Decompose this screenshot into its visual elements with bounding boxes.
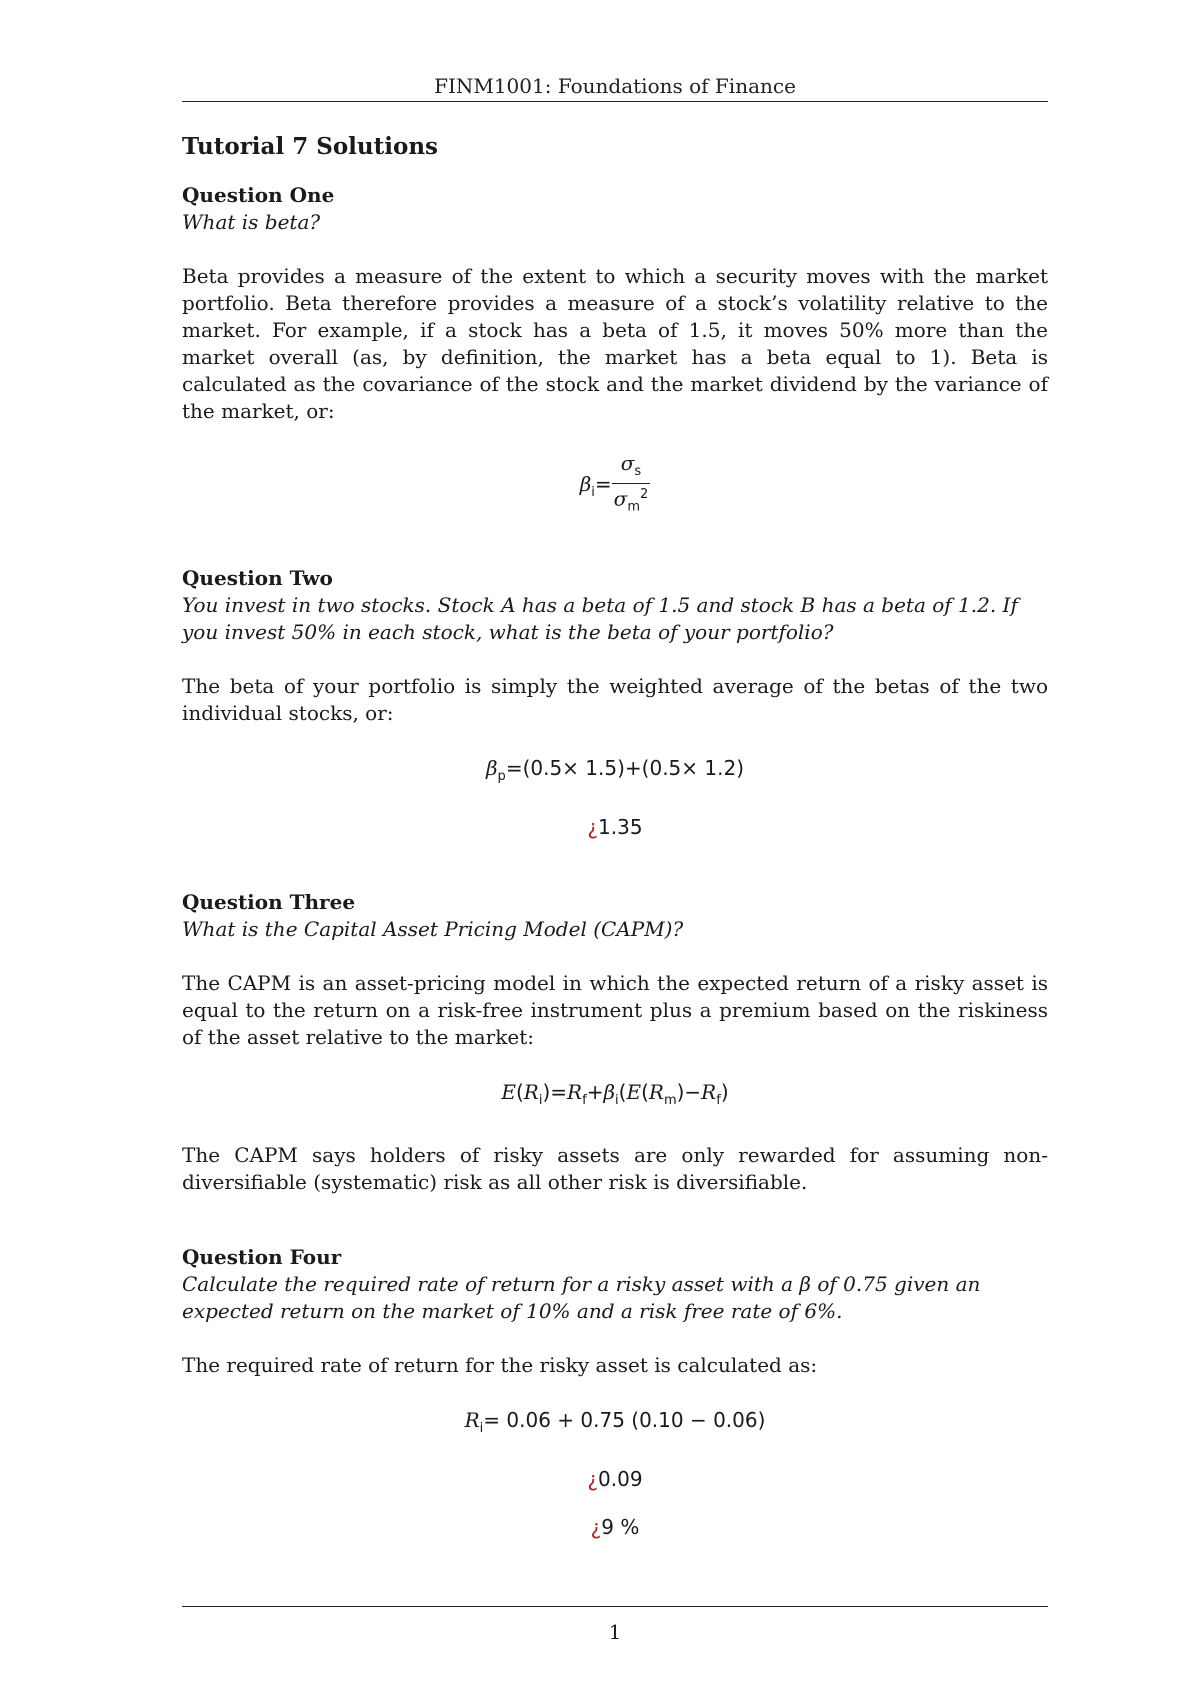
page-number: 1 bbox=[608, 1620, 622, 1644]
question-three-heading: Question Three bbox=[182, 889, 356, 914]
header-rule bbox=[182, 101, 1048, 102]
question-three-answer: The CAPM is an asset-pricing model in which the expected return of a risky asset is equal to the return on a risk-free instrument plus a premium based on the riskiness of the asset relative to the market: bbox=[182, 970, 1048, 1049]
portfolio-beta-equation: $\beta_p=(0.5\times 1.5)+(0.5\times 1.2)$ bbox=[485, 755, 744, 784]
question-two-heading: Question Two bbox=[182, 565, 333, 590]
question-four-answer: The required rate of return for the risky asset is calculated as: bbox=[182, 1352, 818, 1377]
question-two-answer: The beta of your portfolio is simply the weighted average of the betas of the two individual stocks, or: bbox=[182, 673, 1048, 725]
document-body bbox=[182, 132, 1048, 1568]
question-four-heading: Question Four bbox=[182, 1244, 342, 1269]
beta-formula: $\beta_i=$ $\frac{\sigma_s}{\sigma_m^2}$ bbox=[579, 451, 649, 515]
capm-equation: $E(R_i)=R_f+\beta_i(E(R_m)-R_f)$ bbox=[501, 1079, 729, 1108]
footer-rule bbox=[182, 1606, 1048, 1607]
document-title: Tutorial 7 Solutions bbox=[182, 133, 438, 160]
required-return-result-decimal: ¿0.09 bbox=[587, 1466, 643, 1491]
question-one-heading: Question One bbox=[182, 183, 335, 207]
question-three-followup: The CAPM says holders of risky assets are only rewarded for assuming non-diversifiable (systematic) risk as all other risk is diversifiable. bbox=[182, 1142, 1048, 1194]
question-one-answer: Beta provides a measure of the extent to which a security moves with the market portfolio. Beta therefore provides a measure of a stock’s volatility relative to the market. For example, if a stock has a beta of 1.5, it moves 50% more than the market overall (as, by definition, the market has a beta equal to 1). Beta is calculated as the covariance of the stock and the market dividend by the variance of the market, or: bbox=[182, 264, 1048, 423]
required-return-equation: $R_i= 0.06 + 0.75$ (0.10 − 0.06) bbox=[464, 1407, 766, 1436]
running-header: FINM1001: Foundations of Finance bbox=[434, 74, 796, 98]
question-one-prompt: What is beta? bbox=[182, 210, 321, 234]
question-two-prompt: You invest in two stocks. Stock A has a beta of 1.5 and stock B has a beta of 1.2. If you invest 50% in each stock, what is the beta of your portfolio? bbox=[182, 592, 1018, 644]
portfolio-beta-result: ¿1.35 bbox=[587, 814, 643, 839]
question-three-prompt: What is the Capital Asset Pricing Model (CAPM)? bbox=[182, 916, 684, 941]
required-return-result-percent: ¿9 % bbox=[590, 1514, 640, 1539]
document-page bbox=[182, 0, 1048, 1696]
question-four-prompt: Calculate the required rate of return for a risky asset with a β of 0.75 given an expected return on the market of 10% and a risk free rate of 6%. bbox=[182, 1271, 981, 1323]
